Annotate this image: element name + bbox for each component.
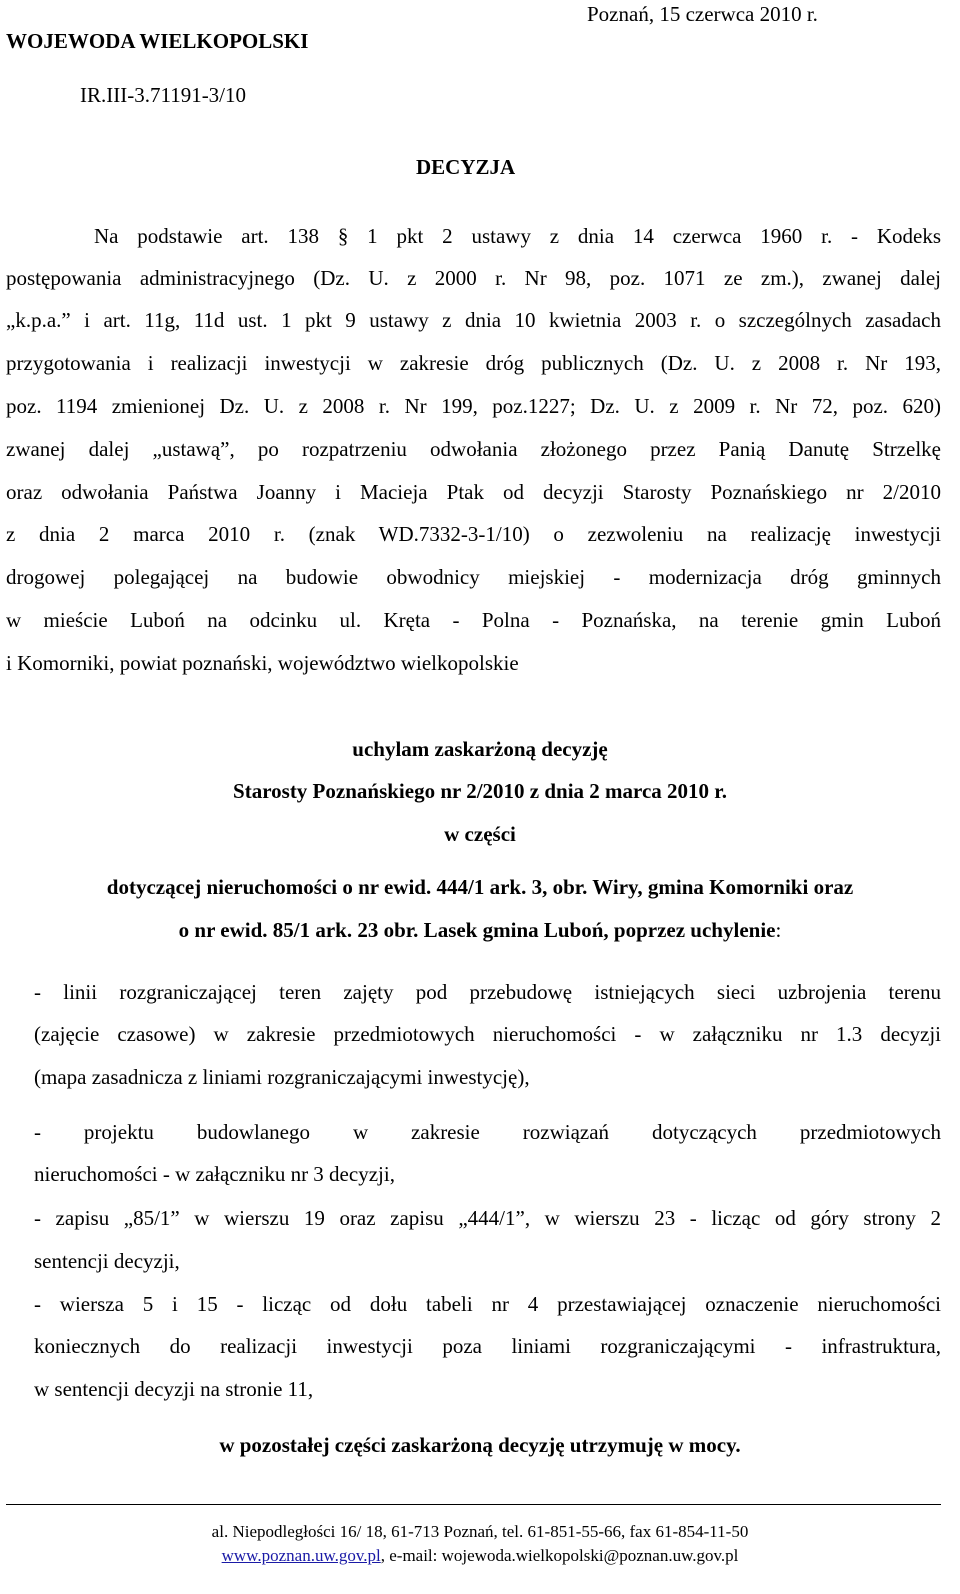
item-line: (zajęcie czasowe) w zakresie przedmiotowych nieruchomości - w załączniku nr 1.3 decyzji bbox=[34, 1022, 941, 1046]
body-line: postępowania administracyjnego (Dz. U. z 2000 r. Nr 98, poz. 1071 ze zm.), zwanej dalej bbox=[6, 266, 941, 290]
item-line: w sentencji decyzji na stronie 11, bbox=[34, 1377, 314, 1401]
ruling-line: w części bbox=[444, 822, 516, 846]
body-line: Na podstawie art. 138 § 1 pkt 2 ustawy z dnia 14 czerwca 1960 r. - Kodeks bbox=[94, 224, 941, 248]
ruling-line: dotyczącej nieruchomości o nr ewid. 444/1 ark. 3, obr. Wiry, gmina Komorniki oraz bbox=[106, 875, 854, 899]
body-line: drogowej polegającej na budowie obwodnicy miejskiej - modernizacja dróg gminnych bbox=[6, 565, 941, 589]
ruling-line bbox=[0, 918, 960, 943]
body-line: poz. 1194 zmienionej Dz. U. z 2008 r. Nr 199, poz.1227; Dz. U. z 2009 r. Nr 72, poz. 620) bbox=[6, 394, 941, 418]
item-line: - zapisu „85/1” w wierszu 19 oraz zapisu „444/1”, w wierszu 23 - licząc od góry strony 2 bbox=[34, 1206, 941, 1230]
ruling-line-colon: : bbox=[775, 918, 782, 942]
item-line: (mapa zasadnicza z liniami rozgraniczającymi inwestycję), bbox=[34, 1065, 530, 1089]
footer-contact bbox=[0, 1546, 960, 1566]
item-line: sentencji decyzji, bbox=[34, 1249, 180, 1273]
closing-statement: w pozostałej części zaskarżoną decyzję utrzymuję w mocy. bbox=[219, 1433, 741, 1457]
item-line: nieruchomości - w załączniku nr 3 decyzji, bbox=[34, 1162, 395, 1186]
website-link[interactable]: www.poznan.uw.gov.pl bbox=[221, 1546, 381, 1565]
document-title: DECYZJA bbox=[416, 155, 516, 179]
item-line: - projektu budowlanego w zakresie rozwiązań dotyczących przedmiotowych bbox=[34, 1120, 941, 1144]
ruling-line-text: o nr ewid. 85/1 ark. 23 obr. Lasek gmina Luboń, poprzez uchylenie bbox=[178, 918, 776, 942]
footer-address: al. Niepodległości 16/ 18, 61-713 Poznań, tel. 61-851-55-66, fax 61-854-11-50 bbox=[211, 1522, 749, 1541]
ruling-line: uchylam zaskarżoną decyzję bbox=[352, 737, 608, 761]
reference-number: IR.III-3.71191-3/10 bbox=[80, 83, 247, 107]
body-line: z dnia 2 marca 2010 r. (znak WD.7332-3-1/10) o zezwoleniu na realizację inwestycji bbox=[6, 522, 941, 546]
place-date: Poznań, 15 czerwca 2010 r. bbox=[587, 2, 818, 26]
body-line: oraz odwołania Państwa Joanny i Macieja Ptak od decyzji Starosty Poznańskiego nr 2/2010 bbox=[6, 480, 941, 504]
body-line: w mieście Luboń na odcinku ul. Kręta - Polna - Poznańska, na terenie gmin Luboń bbox=[6, 608, 941, 632]
body-line: „k.p.a.” i art. 11g, 11d ust. 1 pkt 9 ustawy z dnia 10 kwietnia 2003 r. o szczególnych zasadach bbox=[6, 308, 941, 332]
footer-email: , e-mail: wojewoda.wielkopolski@poznan.uw.gov.pl bbox=[380, 1546, 739, 1565]
body-line: i Komorniki, powiat poznański, województwo wielkopolskie bbox=[6, 651, 519, 675]
item-line: koniecznych do realizacji inwestycji poza liniami rozgraniczającymi - infrastruktura, bbox=[34, 1334, 941, 1358]
item-line: - wiersza 5 i 15 - licząc od dołu tabeli nr 4 przestawiającej oznaczenie nieruchomości bbox=[34, 1292, 941, 1316]
body-line: zwanej dalej „ustawą”, po rozpatrzeniu odwołania złożonego przez Panią Danutę Strzelkę bbox=[6, 437, 941, 461]
body-line: przygotowania i realizacji inwestycji w zakresie dróg publicznych (Dz. U. z 2008 r. Nr 193, bbox=[6, 351, 941, 375]
item-line: - linii rozgraniczającej teren zajęty pod przebudowę istniejących sieci uzbrojenia terenu bbox=[34, 980, 941, 1004]
authority-name: WOJEWODA WIELKOPOLSKI bbox=[6, 29, 309, 53]
footer-divider bbox=[6, 1504, 941, 1505]
ruling-line: Starosty Poznańskiego nr 2/2010 z dnia 2 marca 2010 r. bbox=[233, 779, 727, 803]
